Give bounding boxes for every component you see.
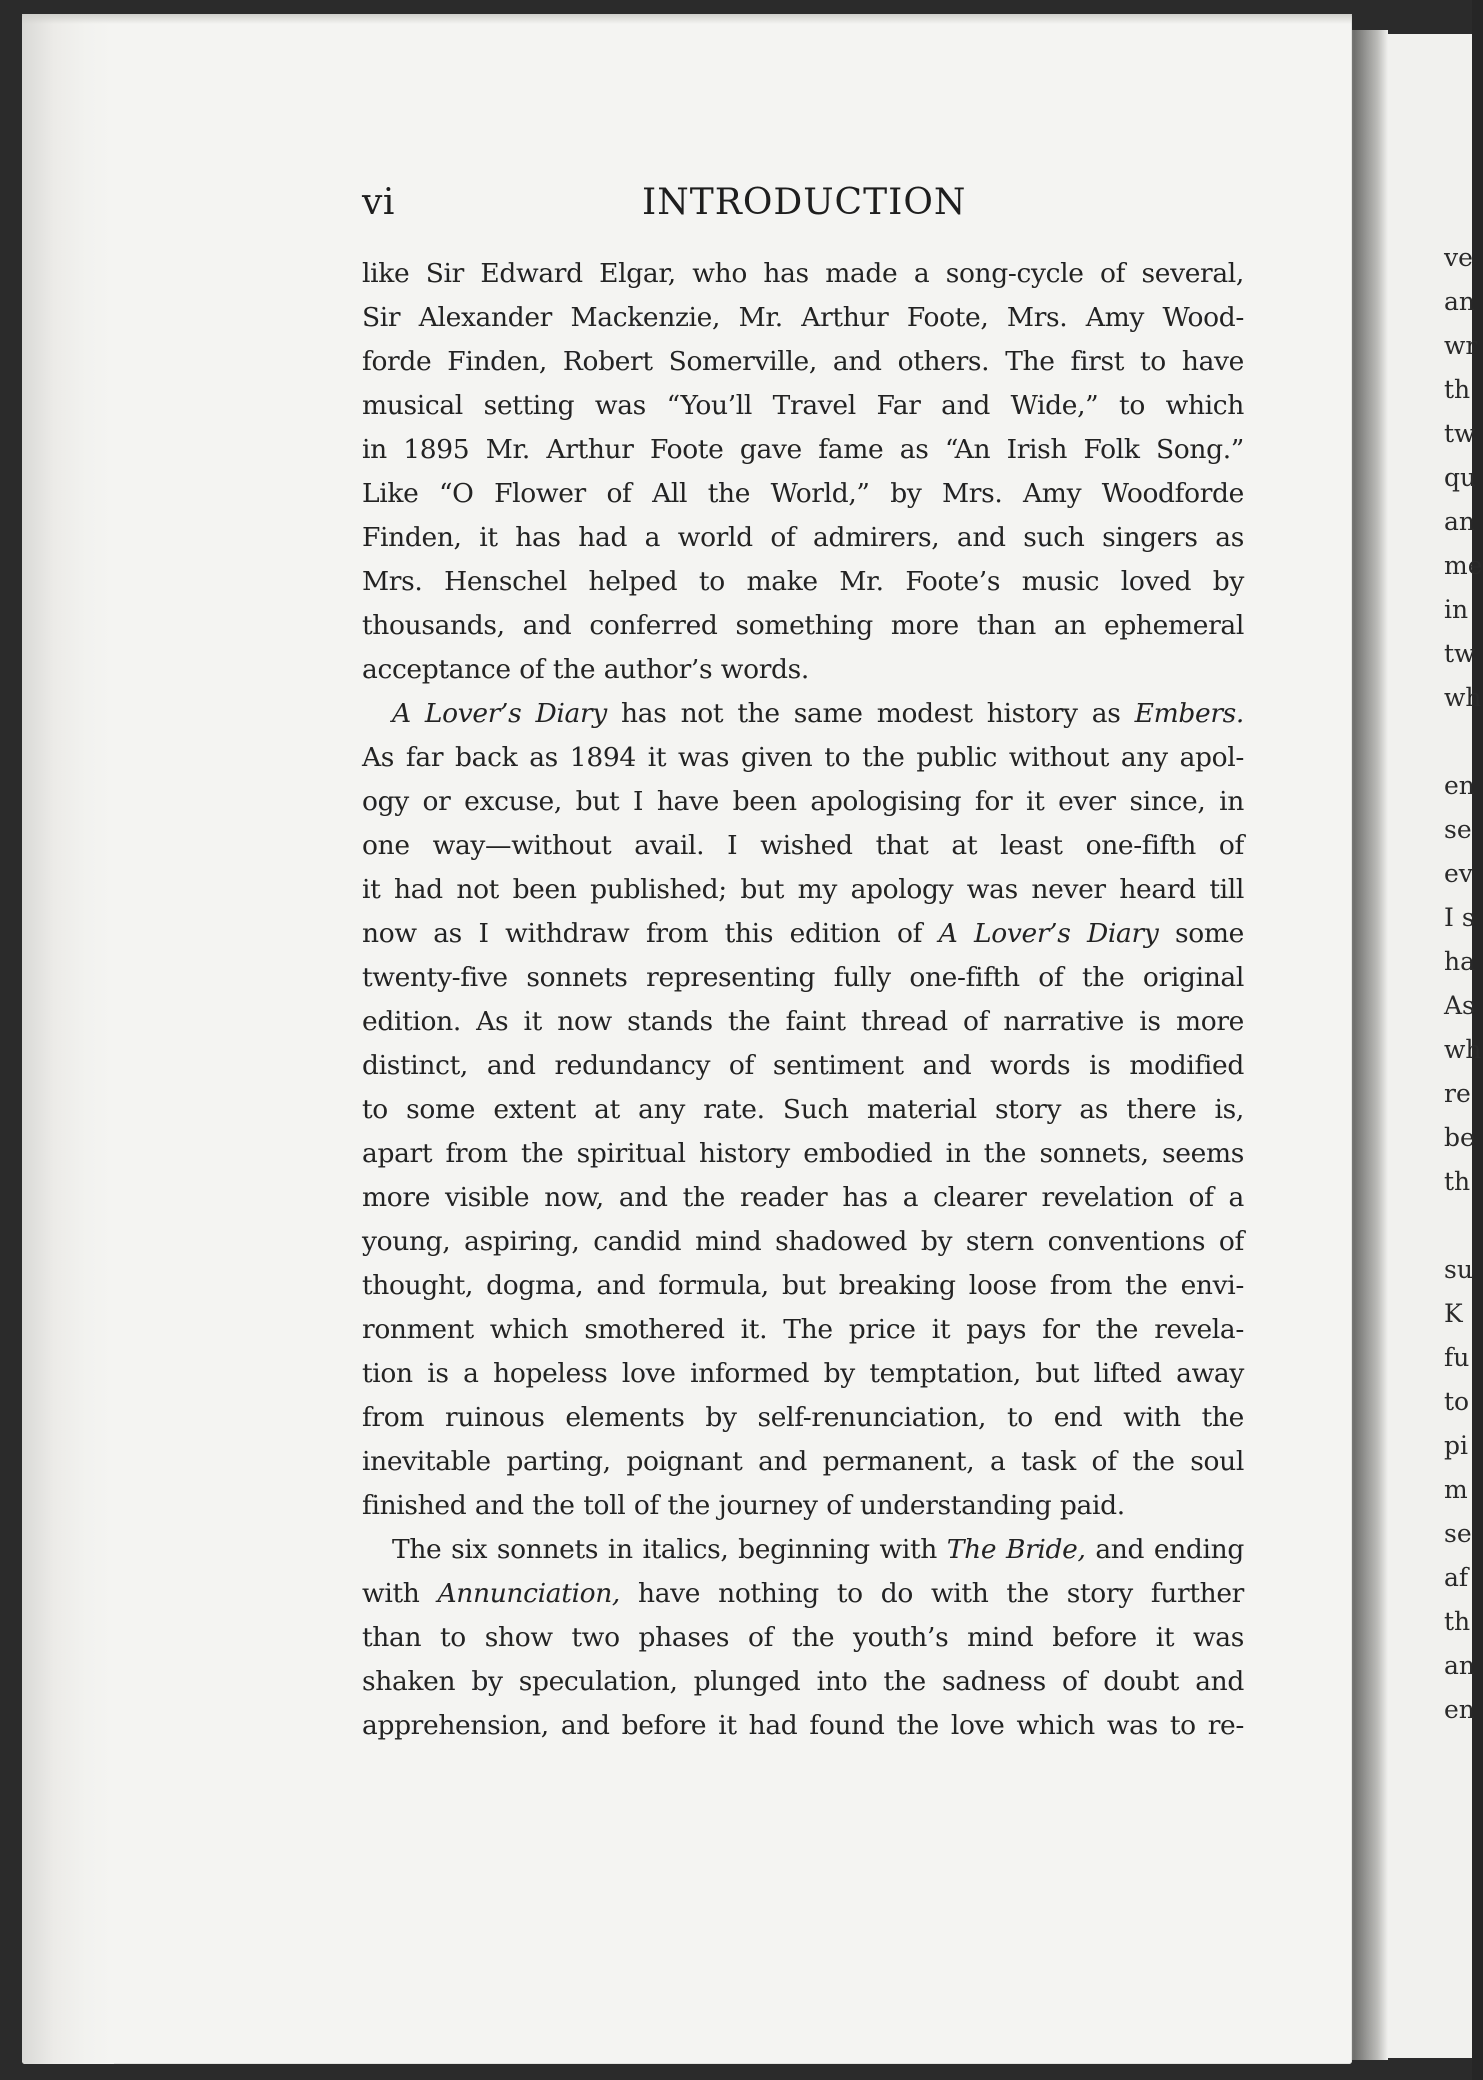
facing-page-line: af [1444, 1563, 1469, 1592]
facing-page-line: an [1444, 287, 1476, 316]
page-number: vi [362, 182, 395, 223]
facing-page-line: be [1444, 1123, 1475, 1152]
page-top-shadow [22, 14, 1352, 24]
text-line: A Lover’s Diary has not the same modest history as Embers. [392, 698, 1244, 729]
text-line: ogy or excuse, but I have been apologising for it ever since, in [362, 786, 1244, 817]
text-line: it had not been published; but my apology was never heard till [362, 874, 1244, 905]
facing-page-line: fu [1444, 1343, 1470, 1372]
facing-page-line: wh [1444, 683, 1482, 712]
facing-page-line: I s [1444, 903, 1475, 932]
text-line: young, aspiring, candid mind shadowed by stern conventions of [362, 1226, 1244, 1257]
text-line: edition. As it now stands the faint thread of narrative is more [362, 1006, 1244, 1037]
facing-page-line: an [1444, 1651, 1476, 1680]
text-line: than to show two phases of the youth’s mind before it was [362, 1622, 1244, 1653]
facing-page-line: As [1444, 991, 1475, 1020]
facing-page-line: se [1444, 1519, 1472, 1548]
text-line: musical setting was “You’ll Travel Far and Wide,” to which [362, 390, 1244, 421]
body-text [362, 252, 1244, 1748]
text-line: twenty-five sonnets representing fully one-fifth of the original [362, 962, 1244, 993]
facing-page-line [1444, 1204, 1472, 1248]
facing-page-line [1444, 720, 1472, 764]
page-edge-shading [22, 14, 114, 2064]
text-line: shaken by speculation, plunged into the sadness of doubt and [362, 1666, 1244, 1697]
text-line: in 1895 Mr. Arthur Foote gave fame as “An Irish Folk Song.” [362, 434, 1244, 465]
facing-page-line: to [1444, 1387, 1470, 1416]
facing-page-line: pi [1444, 1431, 1468, 1460]
facing-page-line: K [1444, 1299, 1463, 1328]
facing-page-line: tw [1444, 639, 1476, 668]
text-line: inevitable parting, poignant and permanent, a task of the soul [362, 1446, 1244, 1477]
text-line: from ruinous elements by self-renunciation, to end with the [362, 1402, 1244, 1433]
text-line: thousands, and conferred something more than an ephemeral [362, 610, 1244, 641]
text-line: thought, dogma, and formula, but breaking loose from the envi- [362, 1270, 1244, 1301]
facing-page-line: ha [1444, 947, 1476, 976]
text-line: finished and the toll of the journey of understanding paid. [362, 1490, 1125, 1521]
text-line: forde Finden, Robert Somerville, and others. The first to have [362, 346, 1244, 377]
text-line: Finden, it has had a world of admirers, and such singers as [362, 522, 1244, 553]
facing-page-line: an [1444, 507, 1476, 536]
text-line: Sir Alexander Mackenzie, Mr. Arthur Foote, Mrs. Amy Wood- [362, 302, 1244, 333]
facing-page-line: en [1444, 1695, 1475, 1724]
text-line: As far back as 1894 it was given to the public without any apol- [362, 742, 1244, 773]
facing-page-line: ve [1444, 243, 1473, 272]
running-title: INTRODUCTION [642, 182, 967, 223]
facing-page-text [1444, 236, 1483, 1732]
text-line: to some extent at any rate. Such material story as there is, [362, 1094, 1244, 1125]
facing-page-line: qu [1444, 463, 1477, 492]
facing-page-line: th [1444, 1167, 1471, 1196]
text-line: with Annunciation, have nothing to do with the story further [362, 1578, 1244, 1609]
text-line: distinct, and redundancy of sentiment and words is modified [362, 1050, 1244, 1081]
text-line: apprehension, and before it had found the love which was to re- [362, 1710, 1244, 1741]
text-line: like Sir Edward Elgar, who has made a song-cycle of several, [362, 258, 1244, 289]
facing-page-line: wr [1444, 331, 1478, 360]
facing-page-line: se [1444, 815, 1472, 844]
facing-page-line: me [1444, 551, 1483, 580]
facing-page-line: m [1444, 1475, 1468, 1504]
text-line: Mrs. Henschel helped to make Mr. Foote’s music loved by [362, 566, 1244, 597]
text-line: one way—without avail. I wished that at least one-fifth of [362, 830, 1244, 861]
facing-page-line: wh [1444, 1035, 1482, 1064]
text-line: now as I withdraw from this edition of A Lover’s Diary some [362, 918, 1244, 949]
text-line: tion is a hopeless love informed by temptation, but lifted away [362, 1358, 1244, 1389]
text-line: apart from the spiritual history embodied in the sonnets, seems [362, 1138, 1244, 1169]
facing-page-line: re [1444, 1079, 1471, 1108]
text-line: more visible now, and the reader has a clearer revelation of a [362, 1182, 1244, 1213]
facing-page-line: su [1444, 1255, 1473, 1284]
facing-page-line: tw [1444, 419, 1476, 448]
text-line: acceptance of the author’s words. [362, 654, 809, 685]
facing-page-line: th [1444, 375, 1471, 404]
facing-page-line: ev [1444, 859, 1473, 888]
page-header [362, 182, 1244, 232]
facing-page-line: th [1444, 1607, 1471, 1636]
text-line: ronment which smothered it. The price it pays for the revela- [362, 1314, 1244, 1345]
facing-page-line: in [1444, 595, 1469, 624]
text-line: The six sonnets in italics, beginning with The Bride, and ending [392, 1534, 1244, 1565]
facing-page-line: en [1444, 771, 1475, 800]
text-line: Like “O Flower of All the World,” by Mrs. Amy Woodforde [362, 478, 1244, 509]
